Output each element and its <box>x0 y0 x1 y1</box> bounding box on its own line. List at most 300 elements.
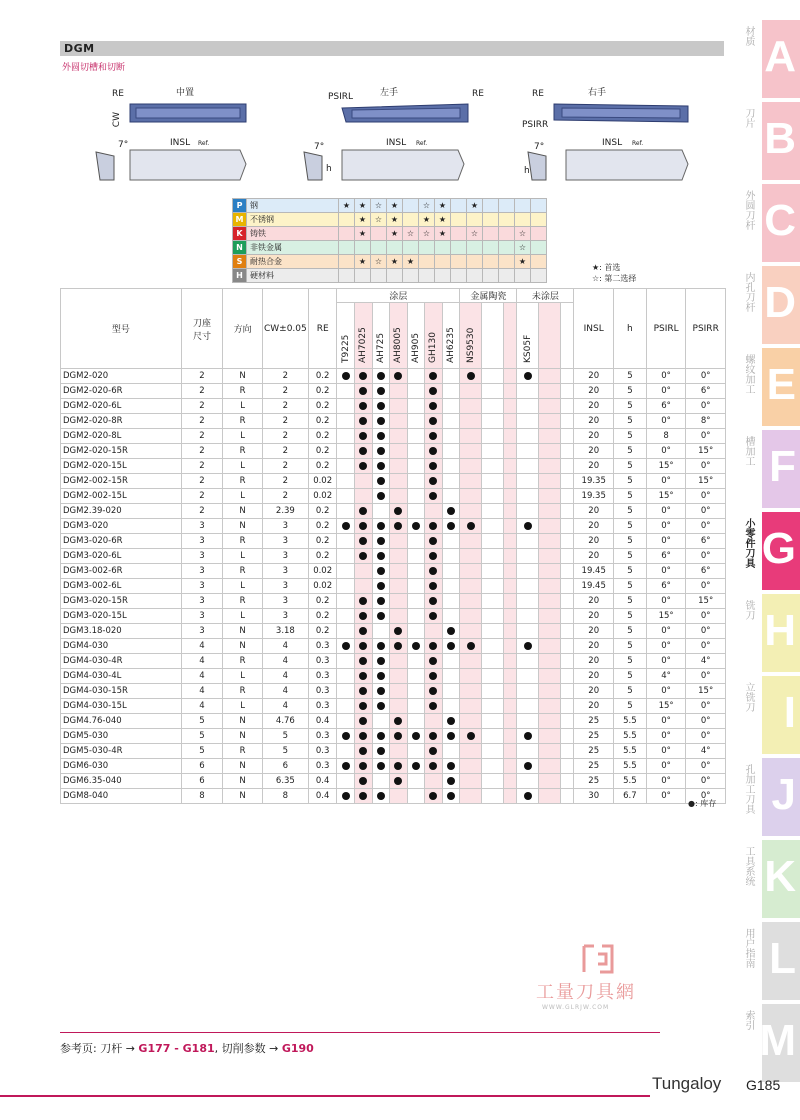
cell-insl: 20 <box>574 654 613 669</box>
cell-stock <box>482 414 504 429</box>
chapter-tab-b[interactable] <box>728 102 800 180</box>
cell-stock <box>354 654 372 669</box>
stock-dot-icon <box>429 372 437 380</box>
cell-stock <box>390 519 408 534</box>
diagram-psirl-label: PSIRL <box>328 92 354 102</box>
cell-stock <box>517 699 539 714</box>
legend-first-choice: ★: 首选 <box>592 263 621 272</box>
cell-model: DGM4-030-15R <box>61 684 182 699</box>
cell-psirr: 0° <box>686 369 726 384</box>
cell-stock <box>561 714 574 729</box>
cell-stock <box>372 594 390 609</box>
col-header-h: h <box>613 289 646 369</box>
cell-stock <box>504 759 517 774</box>
cell-stock <box>407 594 425 609</box>
cell-stock <box>442 789 460 804</box>
cell-h: 5 <box>613 489 646 504</box>
cell-psirr: 6° <box>686 534 726 549</box>
stock-dot-icon <box>412 522 420 530</box>
stock-dot-icon <box>377 387 385 395</box>
cell-stock <box>517 549 539 564</box>
cell-stock <box>354 714 372 729</box>
cell-stock <box>407 564 425 579</box>
cell-stock <box>482 609 504 624</box>
cell-stock <box>460 549 482 564</box>
material-mark <box>483 241 499 255</box>
cell-psirl: 4° <box>646 669 685 684</box>
reference-param-page[interactable]: G190 <box>281 1042 314 1055</box>
stock-dot-icon <box>429 792 437 800</box>
material-mark: ☆ <box>371 255 387 269</box>
cell-stock <box>337 714 355 729</box>
cell-h: 5 <box>613 534 646 549</box>
cell-stock <box>517 714 539 729</box>
cell-size: 6 <box>181 759 223 774</box>
cell-model: DGM3-020-6R <box>61 534 182 549</box>
chapter-tab-c[interactable] <box>728 184 800 262</box>
stock-dot-icon <box>412 642 420 650</box>
cell-re: 0.02 <box>308 489 337 504</box>
cell-stock <box>407 639 425 654</box>
stock-dot-icon <box>359 597 367 605</box>
table-row <box>61 474 726 489</box>
chapter-tab-j[interactable] <box>728 758 800 836</box>
diagram-insl-label-left: INSL <box>386 138 407 148</box>
chapter-tab-k[interactable] <box>728 840 800 918</box>
cell-h: 5 <box>613 444 646 459</box>
grade-name: KS05F <box>522 334 533 363</box>
chapter-tab-g[interactable] <box>728 512 800 590</box>
cell-insl: 19.35 <box>574 489 613 504</box>
stock-dot-icon <box>377 597 385 605</box>
material-mark <box>451 241 467 255</box>
chapter-tab-f[interactable] <box>728 430 800 508</box>
cell-h: 5 <box>613 654 646 669</box>
cell-insl: 20 <box>574 624 613 639</box>
cell-stock <box>539 549 561 564</box>
cell-h: 5 <box>613 399 646 414</box>
cell-dir: R <box>223 534 262 549</box>
material-row <box>233 227 547 241</box>
material-row <box>233 255 547 269</box>
material-mark <box>451 199 467 213</box>
chapter-tab-i[interactable] <box>728 676 800 754</box>
stock-dot-icon <box>359 402 367 410</box>
cell-psirl: 0° <box>646 594 685 609</box>
table-row <box>61 669 726 684</box>
reference-divider <box>60 1032 660 1033</box>
cell-model: DGM2-020-8L <box>61 429 182 444</box>
cell-stock <box>539 624 561 639</box>
cell-stock <box>539 399 561 414</box>
cell-stock <box>460 684 482 699</box>
cell-stock <box>482 654 504 669</box>
cell-stock <box>407 759 425 774</box>
cell-stock <box>517 789 539 804</box>
cell-psirr: 0° <box>686 504 726 519</box>
cell-size: 3 <box>181 609 223 624</box>
table-row <box>61 789 726 804</box>
cell-stock <box>539 579 561 594</box>
cell-insl: 25 <box>574 759 613 774</box>
cell-stock <box>539 384 561 399</box>
stock-dot-icon <box>377 552 385 560</box>
chapter-tab-label: 刀片 <box>743 108 754 128</box>
cell-stock <box>561 519 574 534</box>
table-row <box>61 654 726 669</box>
cell-cw: 3 <box>262 594 308 609</box>
cell-stock <box>425 639 443 654</box>
cell-re: 0.2 <box>308 444 337 459</box>
cell-stock <box>425 594 443 609</box>
cell-h: 5 <box>613 459 646 474</box>
cell-re: 0.2 <box>308 519 337 534</box>
chapter-tab-l[interactable] <box>728 922 800 1000</box>
cell-stock <box>390 669 408 684</box>
cell-psirl: 0° <box>646 714 685 729</box>
cell-stock <box>561 684 574 699</box>
grade-name: AH725 <box>375 332 386 363</box>
material-mark <box>339 255 355 269</box>
cell-stock <box>337 384 355 399</box>
material-mark <box>371 241 387 255</box>
cell-stock <box>482 504 504 519</box>
diagram-h-label-right: h <box>524 166 530 176</box>
footer-brand: Tungaloy <box>652 1074 722 1093</box>
cell-stock <box>425 519 443 534</box>
cell-stock <box>561 399 574 414</box>
cell-stock <box>539 609 561 624</box>
stock-dot-icon <box>377 447 385 455</box>
cell-stock <box>442 474 460 489</box>
cell-stock <box>442 684 460 699</box>
cell-stock <box>407 609 425 624</box>
stock-dot-icon <box>359 417 367 425</box>
chapter-tab-letter: I <box>783 688 796 737</box>
stock-dot-icon <box>377 537 385 545</box>
cell-stock <box>442 489 460 504</box>
cell-dir: N <box>223 789 262 804</box>
chapter-tab-h[interactable] <box>728 594 800 672</box>
cell-stock <box>442 594 460 609</box>
stock-dot-icon <box>342 372 350 380</box>
cell-re: 0.2 <box>308 504 337 519</box>
cell-stock <box>390 624 408 639</box>
stock-dot-icon <box>359 507 367 515</box>
cell-stock <box>561 444 574 459</box>
cell-stock <box>504 489 517 504</box>
cell-stock <box>482 549 504 564</box>
cell-stock <box>482 594 504 609</box>
stock-dot-icon <box>359 672 367 680</box>
cell-stock <box>354 684 372 699</box>
cell-stock <box>460 744 482 759</box>
stock-dot-icon <box>377 747 385 755</box>
cell-stock <box>517 729 539 744</box>
cell-stock <box>460 579 482 594</box>
cell-re: 0.2 <box>308 414 337 429</box>
cell-h: 5 <box>613 414 646 429</box>
cell-stock <box>539 459 561 474</box>
material-mark <box>531 241 547 255</box>
cell-psirr: 0° <box>686 459 726 474</box>
cell-stock <box>354 519 372 534</box>
cell-stock <box>504 639 517 654</box>
cell-size: 6 <box>181 774 223 789</box>
chapter-tab-d[interactable] <box>728 266 800 344</box>
cell-stock <box>337 414 355 429</box>
cell-psirr: 0° <box>686 489 726 504</box>
cell-dir: R <box>223 444 262 459</box>
cell-re: 0.02 <box>308 474 337 489</box>
cell-psirr: 0° <box>686 639 726 654</box>
material-name: 钢 <box>247 199 339 213</box>
cell-dir: R <box>223 594 262 609</box>
cell-stock <box>442 639 460 654</box>
cell-cw: 2 <box>262 369 308 384</box>
grade-name: NS9530 <box>465 327 476 363</box>
cell-stock <box>354 789 372 804</box>
cell-stock <box>539 594 561 609</box>
cell-stock <box>354 669 372 684</box>
cell-stock <box>354 609 372 624</box>
cell-stock <box>425 579 443 594</box>
cell-stock <box>504 534 517 549</box>
diagram-left <box>296 76 496 186</box>
cell-psirr: 0° <box>686 789 726 804</box>
stock-dot-icon <box>377 402 385 410</box>
chapter-tab-a[interactable] <box>728 20 800 98</box>
material-mark <box>467 269 483 283</box>
material-mark <box>371 227 387 241</box>
stock-dot-icon <box>377 687 385 695</box>
cell-stock <box>460 669 482 684</box>
insert-diagrams <box>60 76 724 186</box>
stock-dot-icon <box>524 792 532 800</box>
cell-psirl: 0° <box>646 789 685 804</box>
material-name: 铸铁 <box>247 227 339 241</box>
cell-psirl: 0° <box>646 564 685 579</box>
cell-stock <box>482 384 504 399</box>
cell-dir: L <box>223 399 262 414</box>
cell-stock <box>337 504 355 519</box>
col-header-cw: CW±0.05 <box>262 289 308 369</box>
chapter-tab-letter: L <box>769 934 796 983</box>
cell-dir: L <box>223 579 262 594</box>
stock-dot-icon <box>377 762 385 770</box>
cell-psirr: 0° <box>686 624 726 639</box>
cell-stock <box>390 564 408 579</box>
cell-stock <box>460 654 482 669</box>
cell-stock <box>442 564 460 579</box>
cell-h: 5 <box>613 669 646 684</box>
stock-dot-icon <box>429 522 437 530</box>
cell-cw: 2 <box>262 384 308 399</box>
cell-size: 3 <box>181 564 223 579</box>
cell-cw: 3.18 <box>262 624 308 639</box>
cell-stock <box>561 774 574 789</box>
cell-model: DGM2-002-15L <box>61 489 182 504</box>
cell-size: 4 <box>181 669 223 684</box>
cell-stock <box>425 504 443 519</box>
cell-stock <box>482 624 504 639</box>
cell-cw: 3 <box>262 609 308 624</box>
diagram-label-left: 左手 <box>380 88 399 98</box>
cell-re: 0.4 <box>308 789 337 804</box>
grade-header <box>460 303 482 369</box>
cell-cw: 2.39 <box>262 504 308 519</box>
cell-stock <box>561 414 574 429</box>
cell-re: 0.3 <box>308 684 337 699</box>
stock-dot-icon <box>359 777 367 785</box>
material-mark <box>371 269 387 283</box>
cell-stock <box>425 384 443 399</box>
chapter-tab-e[interactable] <box>728 348 800 426</box>
material-mark <box>435 269 451 283</box>
cell-stock <box>407 699 425 714</box>
cell-h: 5.5 <box>613 729 646 744</box>
cell-stock <box>517 744 539 759</box>
diagram-angle-label-right: 7° <box>534 142 545 152</box>
cell-stock <box>337 624 355 639</box>
stock-dot-icon <box>377 792 385 800</box>
cell-psirl: 0° <box>646 729 685 744</box>
cell-psirl: 6° <box>646 399 685 414</box>
cell-stock <box>539 369 561 384</box>
material-name: 不锈钢 <box>247 213 339 227</box>
cell-stock <box>425 534 443 549</box>
cell-stock <box>517 384 539 399</box>
cell-stock <box>504 564 517 579</box>
cell-stock <box>442 369 460 384</box>
cell-stock <box>372 669 390 684</box>
cell-stock <box>372 474 390 489</box>
cell-size: 2 <box>181 504 223 519</box>
diagram-ref-label: Ref. <box>198 140 210 147</box>
material-mark: ☆ <box>419 199 435 213</box>
cell-stock <box>337 654 355 669</box>
cell-stock <box>517 774 539 789</box>
cell-stock <box>460 399 482 414</box>
cell-stock <box>337 639 355 654</box>
cell-psirr: 0° <box>686 399 726 414</box>
cell-stock <box>337 549 355 564</box>
material-row <box>233 213 547 227</box>
stock-dot-icon <box>359 432 367 440</box>
stock-dot-icon <box>429 447 437 455</box>
cell-insl: 20 <box>574 669 613 684</box>
cell-stock <box>407 549 425 564</box>
chapter-tab-letter: M <box>759 1016 796 1065</box>
cell-stock <box>407 369 425 384</box>
table-row <box>61 444 726 459</box>
cell-insl: 20 <box>574 504 613 519</box>
material-mark: ★ <box>435 213 451 227</box>
cell-stock <box>460 384 482 399</box>
stock-dot-icon <box>377 672 385 680</box>
cell-stock <box>460 444 482 459</box>
cell-stock <box>390 474 408 489</box>
cell-stock <box>372 624 390 639</box>
cell-cw: 4 <box>262 639 308 654</box>
stock-dot-icon <box>377 612 385 620</box>
cell-stock <box>561 699 574 714</box>
cell-psirl: 0° <box>646 444 685 459</box>
cell-dir: L <box>223 609 262 624</box>
material-row <box>233 241 547 255</box>
table-row <box>61 609 726 624</box>
cell-stock <box>504 669 517 684</box>
cell-size: 3 <box>181 579 223 594</box>
cell-stock <box>442 624 460 639</box>
stock-dot-icon <box>377 732 385 740</box>
material-code: K <box>233 227 247 241</box>
cell-cw: 3 <box>262 564 308 579</box>
stock-dot-icon <box>377 702 385 710</box>
table-header-row <box>61 289 726 303</box>
cell-size: 5 <box>181 744 223 759</box>
cell-stock <box>372 639 390 654</box>
stock-dot-icon <box>377 417 385 425</box>
stock-dot-icon <box>524 642 532 650</box>
cell-model: DGM2-020-6R <box>61 384 182 399</box>
cell-stock <box>561 564 574 579</box>
table-row <box>61 699 726 714</box>
chapter-tab-letter: F <box>769 442 796 491</box>
cell-stock <box>354 429 372 444</box>
chapter-tab-m[interactable] <box>728 1004 800 1082</box>
table-row <box>61 519 726 534</box>
cell-psirl: 0° <box>646 414 685 429</box>
cell-dir: N <box>223 504 262 519</box>
diagram-angle-label-left: 7° <box>314 142 325 152</box>
reference-holder-pages[interactable]: G177 - G181 <box>138 1042 215 1055</box>
diagram-label-neutral: 中置 <box>176 88 195 98</box>
cell-stock <box>482 534 504 549</box>
cell-stock <box>337 519 355 534</box>
cell-model: DGM2-020-15L <box>61 459 182 474</box>
cell-insl: 20 <box>574 684 613 699</box>
insert-side-view-neutral <box>90 146 250 186</box>
stock-dot-icon <box>359 612 367 620</box>
cell-stock <box>390 459 408 474</box>
cell-stock <box>425 684 443 699</box>
stock-dot-icon <box>394 372 402 380</box>
cell-h: 5.5 <box>613 759 646 774</box>
cell-stock <box>517 459 539 474</box>
material-name: 硬材料 <box>247 269 339 283</box>
cell-re: 0.3 <box>308 669 337 684</box>
cell-stock <box>561 654 574 669</box>
material-row <box>233 199 547 213</box>
stock-dot-icon <box>429 552 437 560</box>
cell-stock <box>390 429 408 444</box>
material-mark: ★ <box>355 255 371 269</box>
stock-dot-icon <box>394 522 402 530</box>
cell-stock <box>337 729 355 744</box>
cell-stock <box>517 399 539 414</box>
cell-stock <box>354 564 372 579</box>
cell-re: 0.3 <box>308 654 337 669</box>
grade-header <box>517 303 539 369</box>
cell-h: 5 <box>613 429 646 444</box>
cell-stock <box>372 384 390 399</box>
cell-stock <box>354 729 372 744</box>
stock-dot-icon <box>429 612 437 620</box>
cell-stock <box>482 699 504 714</box>
table-row <box>61 594 726 609</box>
material-mark: ☆ <box>515 227 531 241</box>
